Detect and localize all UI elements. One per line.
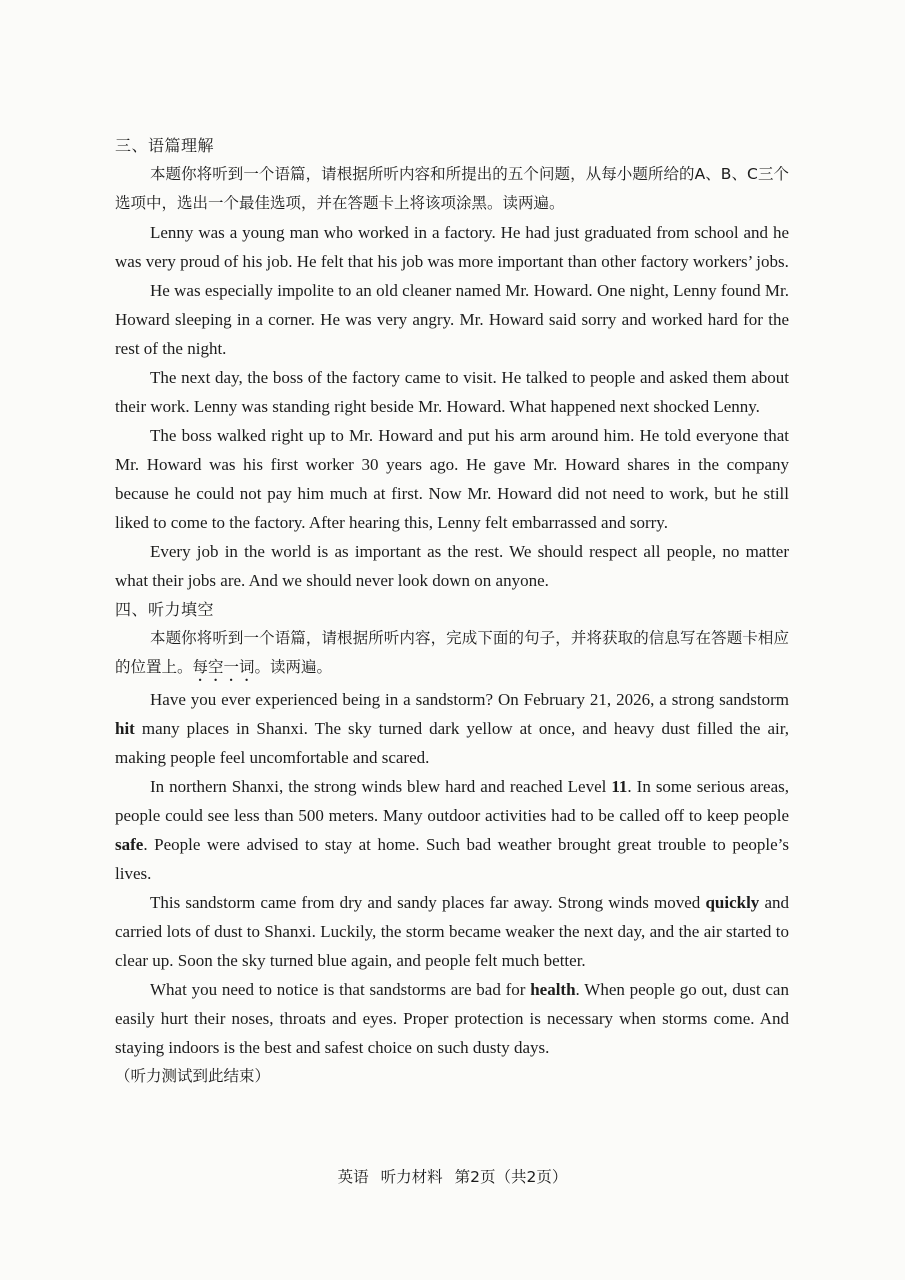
page-footer [0,1164,905,1190]
fill-p4-text-c: . When people go out, dust can easily hurt their noses, throats and eyes. Proper protection is necessary when storms come. And staying indoors is the best and safest choice on such dusty days. [115,980,789,1057]
fill-paragraph-4 [115,975,789,1062]
answer-word-quickly: quickly [705,893,760,912]
answer-word-hit: hit [115,719,135,738]
fill-p3-text-c: and carried lots of dust to Shanxi. Luckily, the storm became weaker the next day, and the air started to clear up. Soon the sky turned blue again, and people felt much better. [115,893,789,970]
answer-word-health: health [530,980,576,999]
section3-heading: 三、语篇理解 [115,136,215,155]
footer-page-number: 第2页（共2页） [454,1168,568,1186]
passage-paragraph-3: The next day, the boss of the factory came to visit. He talked to people and asked them about their work. Lenny was standing right beside Mr. Howard. What happened next shocked Lenny. [115,368,789,416]
section4-instruction [115,624,789,685]
passage-paragraph-2: He was especially impolite to an old cleaner named Mr. Howard. One night, Lenny found Mr. Howard sleeping in a corner. He was very angry. Mr. Howard said sorry and worked hard for the rest of the night. [115,281,789,358]
section4-instruction-text: 本题你将听到一个语篇，请根据所听内容，完成下面的句子，并将获取的信息写在答题卡相应的位置上。 [115,629,789,676]
passage-paragraph-1: Lenny was a young man who worked in a factory. He had just graduated from school and he was very proud of his job. He felt that his job was more important than other factory workers’ jobs. [115,223,789,271]
one-word-emphasis: 每空一词 [192,658,255,676]
test-end-note: （听力测试到此结束） [115,1067,271,1085]
section3-instruction: 本题你将听到一个语篇，请根据所听内容和所提出的五个问题，从每小题所给的A、B、C三个选项中，选出一个最佳选项，并在答题卡上将该项涂黑。读两遍。 [115,165,789,212]
section4-instruction-tail: 。读两遍。 [254,658,333,676]
fill-paragraph-3 [115,888,789,975]
section4-heading: 四、听力填空 [115,600,215,619]
footer-material: 听力材料 [380,1168,443,1186]
fill-p3-text-a: This sandstorm came from dry and sandy places far away. Strong winds moved [150,893,706,912]
passage-paragraph-5: Every job in the world is as important as the rest. We should respect all people, no matter what their jobs are. And we should never look down on anyone. [115,542,789,590]
fill-p2-text-d: . People were advised to stay at home. Such bad weather brought great trouble to people’s lives. [115,835,789,883]
fill-p1-text-a: Have you ever experienced being in a sandstorm? On February 21, 2026, a strong sandstorm [150,690,789,709]
answer-word-safe: safe [115,835,144,854]
fill-p1-text-c: many places in Shanxi. The sky turned dark yellow at once, and heavy dust filled the air, making people feel uncomfortable and scared. [115,719,789,767]
fill-p2-text-c: . In some serious areas, people could see less than 500 meters. Many outdoor activities had to be called off to keep people [115,777,790,825]
fill-paragraph-1 [115,685,789,772]
answer-word-11: 11 [611,777,628,796]
passage-paragraph-4: The boss walked right up to Mr. Howard and put his arm around him. He told everyone that Mr. Howard was his first worker 30 years ago. He gave Mr. Howard shares in the company because he could not pay him much at first. Now Mr. Howard did not need to work, but he still liked to come to the factory. After hearing this, Lenny felt embarrassed and sorry. [115,426,789,532]
footer-subject: 英语 [337,1168,369,1186]
fill-p4-text-a: What you need to notice is that sandstorms are bad for [150,980,531,999]
fill-p2-text-a: In northern Shanxi, the strong winds blew hard and reached Level [150,777,612,796]
page-content [115,131,789,1091]
fill-paragraph-2 [115,772,789,888]
